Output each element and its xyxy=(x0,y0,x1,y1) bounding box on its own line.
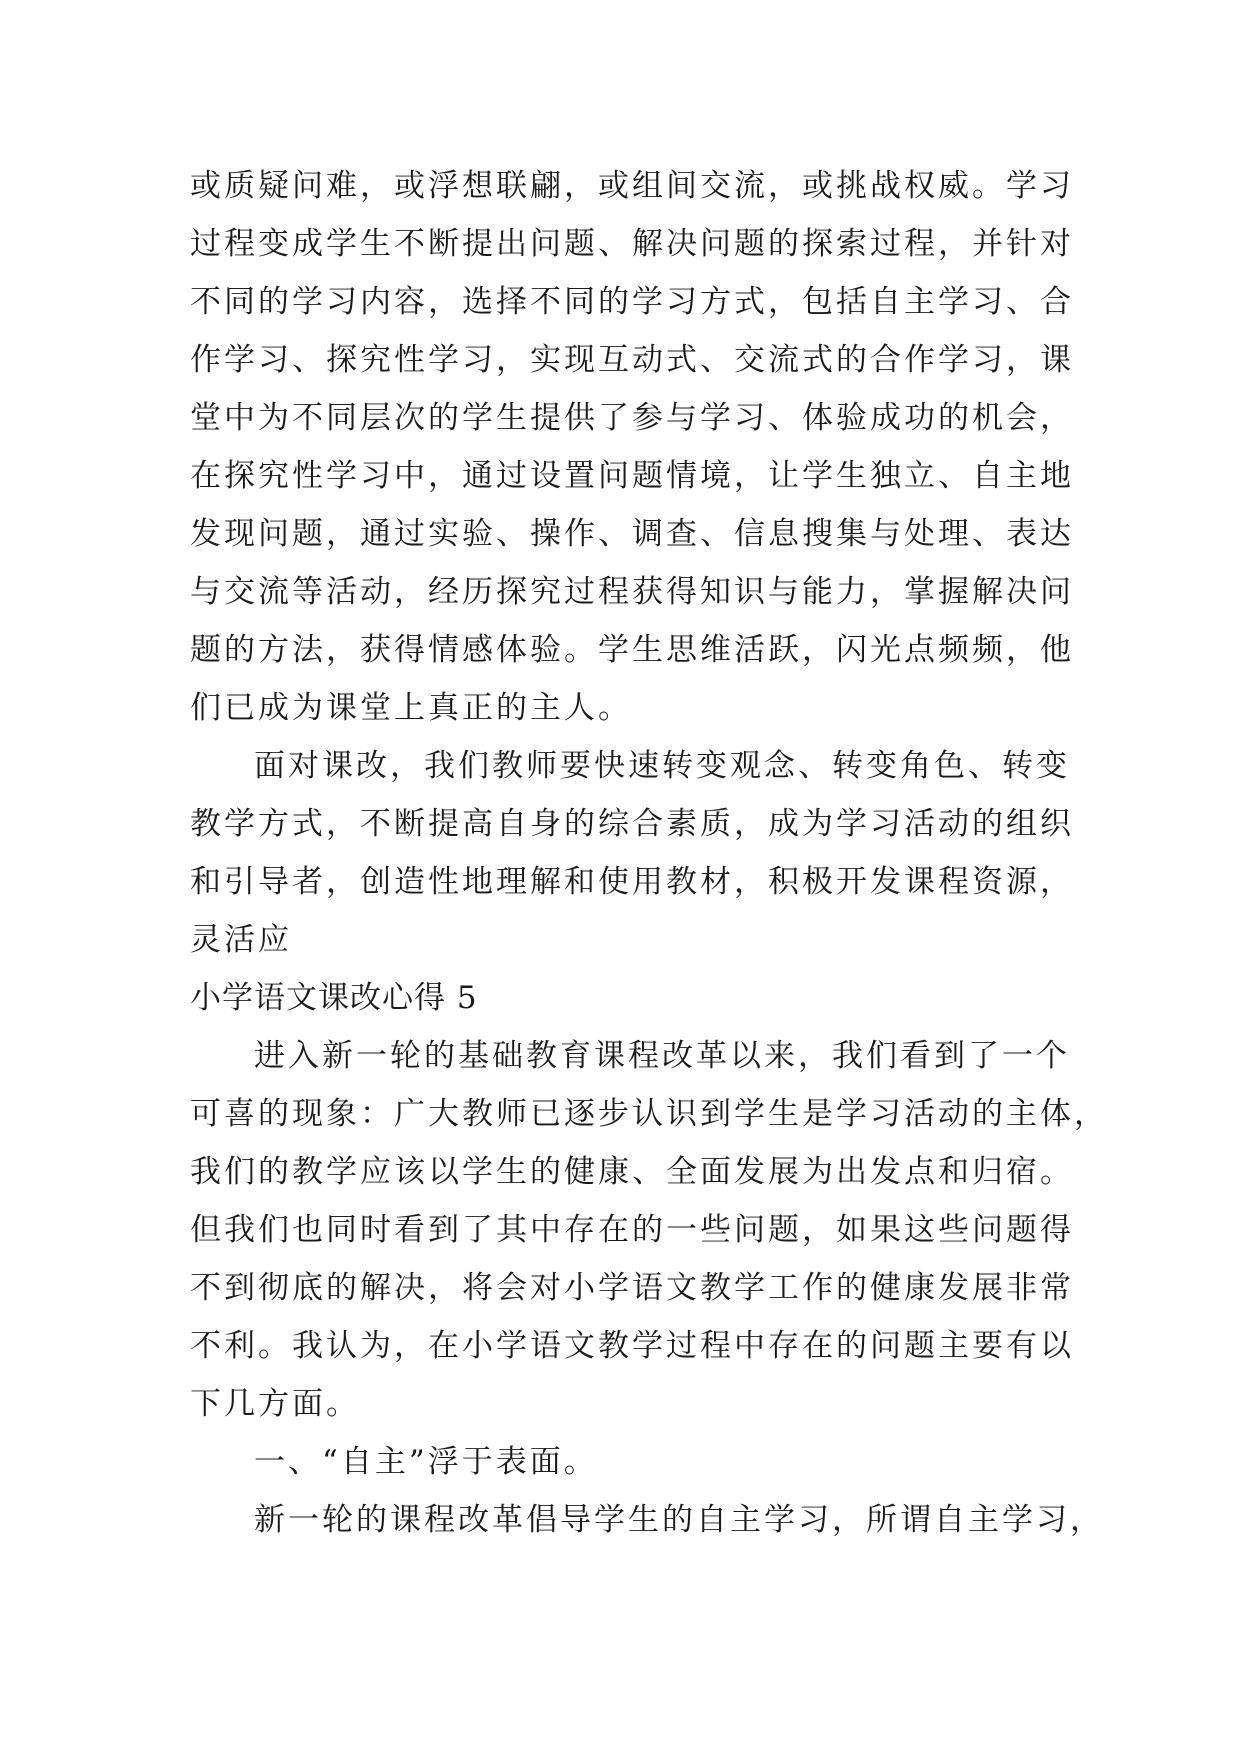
text-line: 与交流等活动，经历探究过程获得知识与能力，掌握解决问 xyxy=(190,574,1074,610)
text-line: 新一轮的课程改革倡导学生的自主学习，所谓自主学习， xyxy=(254,1502,1104,1538)
text-line: 灵活应 xyxy=(190,922,292,958)
document-body xyxy=(190,157,1108,1549)
text-line: 和引导者，创造性地理解和使用教材，积极开发课程资源， xyxy=(190,864,1074,900)
text-line: 堂中为不同层次的学生提供了参与学习、体验成功的机会， xyxy=(190,400,1074,436)
text-line: 一、“自主”浮于表面。 xyxy=(254,1444,598,1480)
text-line: 题的方法，获得情感体验。学生思维活跃，闪光点频频，他 xyxy=(190,632,1074,668)
text-line: 教学方式，不断提高自身的综合素质，成为学习活动的组织 xyxy=(190,806,1074,842)
text-line: 可喜的现象：广大教师已逐步认识到学生是学习活动的主体， xyxy=(190,1096,1108,1132)
text-line: 作学习、探究性学习，实现互动式、交流式的合作学习，课 xyxy=(190,342,1074,378)
text-line: 不利。我认为，在小学语文教学过程中存在的问题主要有以 xyxy=(190,1328,1074,1364)
text-line: 不同的学习内容，选择不同的学习方式，包括自主学习、合 xyxy=(190,284,1074,320)
text-line: 过程变成学生不断提出问题、解决问题的探索过程，并针对 xyxy=(190,226,1074,262)
text-line: 下几方面。 xyxy=(190,1386,360,1422)
text-line: 但我们也同时看到了其中存在的一些问题，如果这些问题得 xyxy=(190,1212,1074,1248)
text-line: 面对课改，我们教师要快速转变观念、转变角色、转变 xyxy=(254,748,1070,784)
text-line: 不到彻底的解决，将会对小学语文教学工作的健康发展非常 xyxy=(190,1270,1074,1306)
section-heading: 小学语文课改心得 5 xyxy=(190,980,478,1016)
text-line: 在探究性学习中，通过设置问题情境，让学生独立、自主地 xyxy=(190,458,1074,494)
text-line: 我们的教学应该以学生的健康、全面发展为出发点和归宿。 xyxy=(190,1154,1074,1190)
text-line: 或质疑问难，或浮想联翩，或组间交流，或挑战权威。学习 xyxy=(190,168,1074,204)
text-line: 进入新一轮的基础教育课程改革以来，我们看到了一个 xyxy=(254,1038,1070,1074)
text-line: 发现问题，通过实验、操作、调查、信息搜集与处理、表达 xyxy=(190,516,1074,552)
text-line: 们已成为课堂上真正的主人。 xyxy=(190,690,632,726)
